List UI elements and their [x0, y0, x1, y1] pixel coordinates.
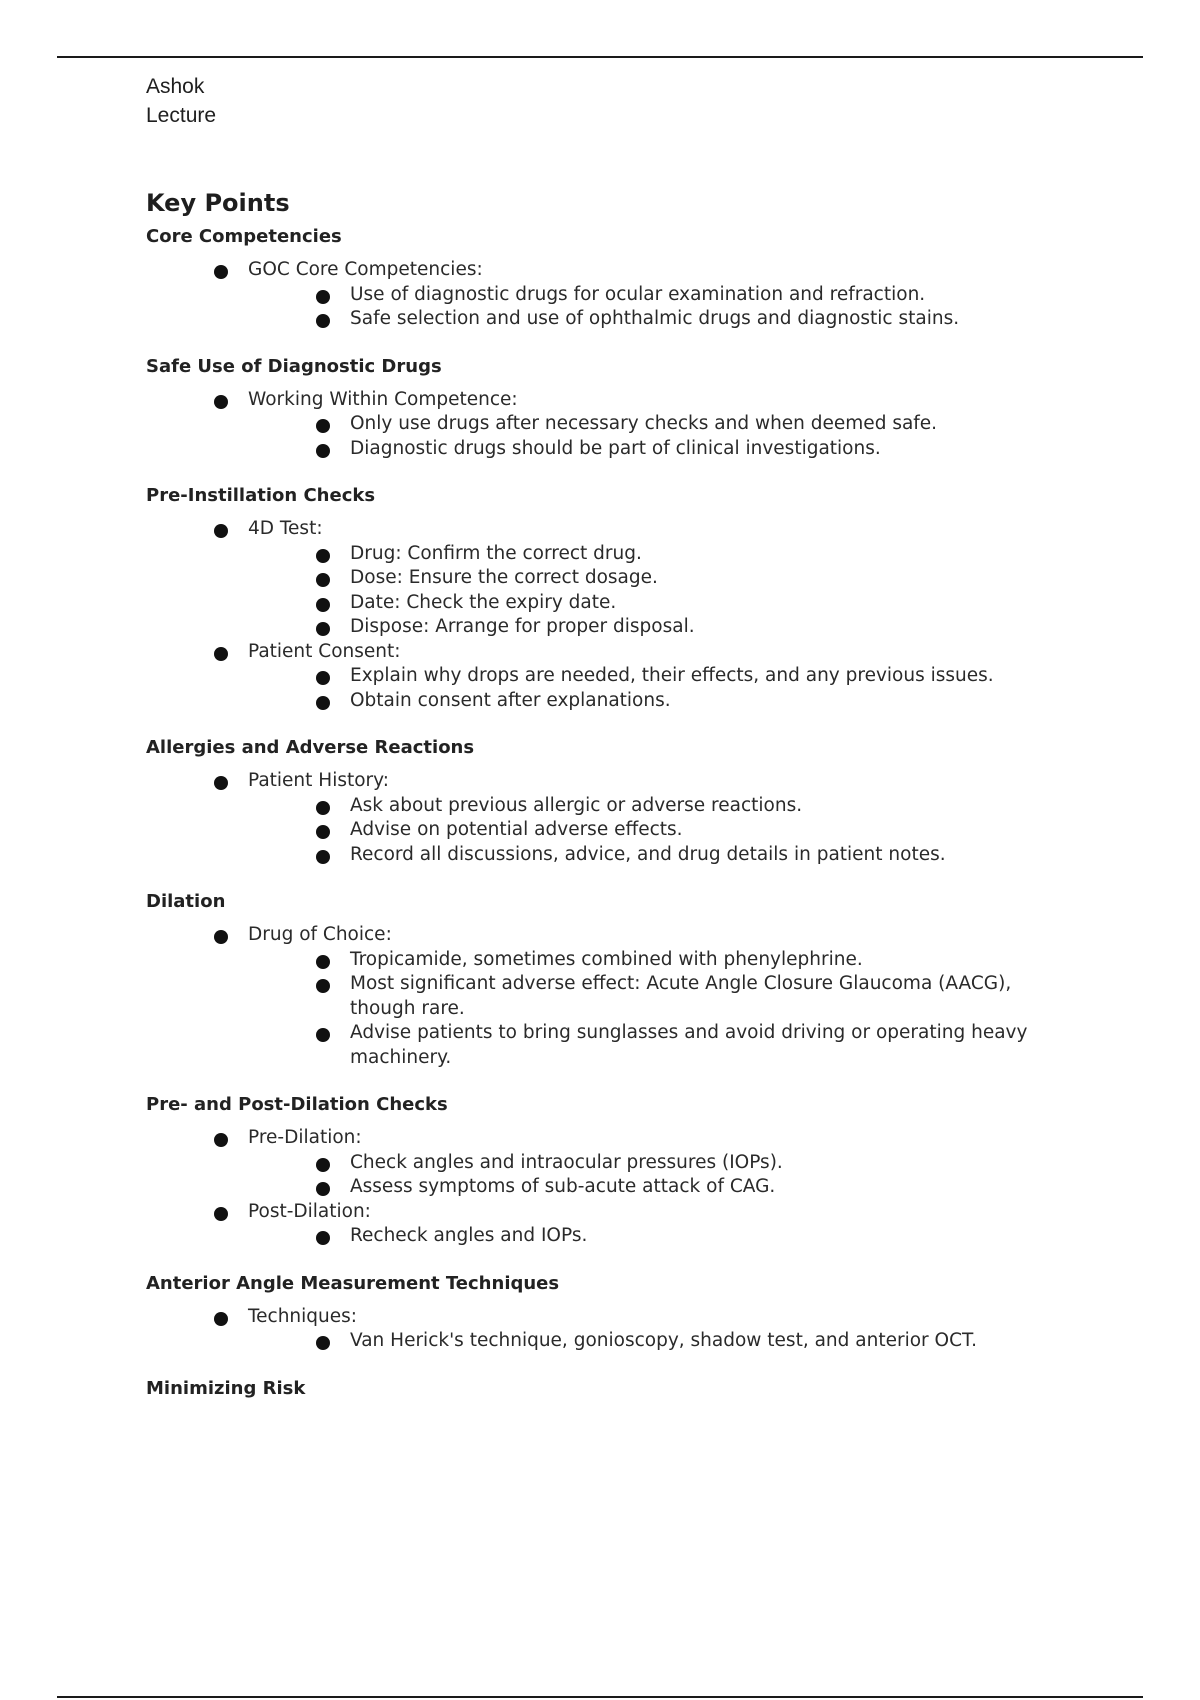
list-item	[146, 517, 1066, 640]
sub-list-item	[248, 818, 1066, 843]
sub-bullet-list	[248, 948, 1066, 1071]
sub-list-item	[248, 794, 1066, 819]
bullet-icon	[316, 1182, 330, 1196]
list-item-label: Patient Consent:	[248, 640, 401, 662]
sub-list-item-text: Safe selection and use of ophthalmic drugs and diagnostic stains.	[350, 308, 960, 329]
list-item-label: Post-Dilation:	[248, 1200, 371, 1222]
sub-list-item	[248, 972, 1066, 1021]
sub-list-item	[248, 566, 1066, 591]
bullet-icon	[316, 314, 330, 328]
bullet-list	[146, 517, 1066, 713]
sub-list-item	[248, 283, 1066, 308]
top-divider	[57, 56, 1143, 58]
list-item-label: Working Within Competence:	[248, 388, 518, 410]
sub-list-item	[248, 542, 1066, 567]
section	[146, 1376, 1066, 1402]
list-item-label: 4D Test:	[248, 518, 323, 539]
list-item-label: GOC Core Competencies:	[248, 259, 483, 280]
document-subtitle: Lecture	[146, 104, 217, 127]
bullet-icon	[214, 776, 228, 790]
bullet-icon	[214, 1133, 228, 1147]
section-heading: Pre- and Post-Dilation Checks	[146, 1094, 448, 1115]
sub-list-item-text: Recheck angles and IOPs.	[350, 1225, 588, 1246]
sub-list-item	[248, 948, 1066, 973]
sub-list-item-text: Van Herick's technique, gonioscopy, shadow test, and anterior OCT.	[350, 1330, 977, 1351]
page-title: Key Points	[146, 189, 290, 217]
sub-list-item-text: Record all discussions, advice, and drug details in patient notes.	[350, 843, 946, 865]
bullet-icon	[214, 395, 228, 409]
section	[146, 889, 1066, 1070]
sub-list-item-text: Diagnostic drugs should be part of clinical investigations.	[350, 437, 881, 459]
sub-list-item	[248, 615, 1066, 640]
bullet-icon	[214, 1207, 228, 1221]
bullet-icon	[214, 930, 228, 944]
list-item	[146, 769, 1066, 867]
sub-list-item-text: Check angles and intraocular pressures (IOPs).	[350, 1151, 783, 1173]
sub-list-item-text: Dose: Ensure the correct dosage.	[350, 567, 658, 588]
list-item	[146, 923, 1066, 1070]
sub-bullet-list	[248, 664, 1066, 713]
sub-list-item-text: Dispose: Arrange for proper disposal.	[350, 616, 695, 637]
bottom-divider	[57, 1696, 1143, 1698]
bullet-list	[146, 923, 1066, 1070]
bullet-icon	[316, 1158, 330, 1172]
section-heading: Minimizing Risk	[146, 1377, 306, 1399]
sub-bullet-list	[248, 1224, 1066, 1249]
bullet-icon	[316, 671, 330, 685]
section	[146, 1092, 1066, 1249]
section	[146, 735, 1066, 867]
bullet-icon	[316, 825, 330, 839]
sections-container	[146, 224, 1066, 1402]
list-item	[146, 640, 1066, 714]
sub-list-item-text: Tropicamide, sometimes combined with phenylephrine.	[350, 948, 863, 970]
bullet-icon	[316, 979, 330, 993]
sub-list-item-text: Explain why drops are needed, their effects, and any previous issues.	[350, 665, 994, 686]
section-heading: Core Competencies	[146, 226, 342, 247]
list-item	[146, 388, 1066, 462]
bullet-icon	[316, 444, 330, 458]
bullet-icon	[214, 524, 228, 538]
list-item-label: Pre-Dilation:	[248, 1127, 362, 1148]
document-header	[146, 72, 216, 130]
bullet-icon	[316, 850, 330, 864]
document-body	[146, 186, 1066, 1424]
section-heading: Allergies and Adverse Reactions	[146, 737, 475, 758]
section	[146, 224, 1066, 332]
section	[146, 483, 1066, 713]
bullet-icon	[214, 647, 228, 661]
sub-list-item-text: Assess symptoms of sub-acute attack of CAG.	[350, 1176, 776, 1197]
section	[146, 1271, 1066, 1354]
sub-list-item-text: Advise patients to bring sunglasses and avoid driving or operating heavy machinery.	[350, 1022, 1028, 1068]
bullet-icon	[316, 1028, 330, 1042]
sub-list-item-text: Only use drugs after necessary checks and when deemed safe.	[350, 413, 938, 434]
sub-list-item-text: Drug: Confirm the correct drug.	[350, 542, 642, 564]
list-item	[146, 1200, 1066, 1249]
sub-bullet-list	[248, 1329, 1066, 1354]
bullet-icon	[316, 955, 330, 969]
bullet-icon	[214, 1312, 228, 1326]
bullet-icon	[316, 573, 330, 587]
list-item	[146, 258, 1066, 332]
list-item	[146, 1126, 1066, 1200]
bullet-icon	[316, 549, 330, 563]
sub-list-item	[248, 1151, 1066, 1176]
sub-list-item	[248, 689, 1066, 714]
bullet-list	[146, 769, 1066, 867]
sub-bullet-list	[248, 412, 1066, 461]
bullet-icon	[316, 290, 330, 304]
bullet-icon	[316, 696, 330, 710]
bullet-list	[146, 258, 1066, 332]
sub-list-item-text: Advise on potential adverse effects.	[350, 819, 683, 840]
sub-list-item-text: Obtain consent after explanations.	[350, 689, 671, 711]
list-item-label: Techniques:	[248, 1305, 358, 1327]
sub-bullet-list	[248, 542, 1066, 640]
bullet-list	[146, 1126, 1066, 1249]
section	[146, 354, 1066, 462]
bullet-icon	[316, 598, 330, 612]
bullet-list	[146, 1305, 1066, 1354]
sub-bullet-list	[248, 794, 1066, 868]
sub-list-item	[248, 591, 1066, 616]
sub-list-item	[248, 1329, 1066, 1354]
sub-list-item	[248, 412, 1066, 437]
bullet-icon	[316, 622, 330, 636]
sub-list-item	[248, 1021, 1066, 1070]
sub-list-item	[248, 664, 1066, 689]
section-heading: Dilation	[146, 891, 226, 912]
list-item-label: Drug of Choice:	[248, 924, 392, 945]
sub-list-item-text: Date: Check the expiry date.	[350, 591, 617, 613]
sub-list-item	[248, 1224, 1066, 1249]
sub-list-item	[248, 307, 1066, 332]
bullet-icon	[316, 419, 330, 433]
bullet-icon	[316, 1336, 330, 1350]
section-heading: Safe Use of Diagnostic Drugs	[146, 355, 442, 377]
bullet-icon	[316, 801, 330, 815]
list-item-label: Patient History:	[248, 770, 389, 791]
sub-bullet-list	[248, 1151, 1066, 1200]
sub-list-item-text: Ask about previous allergic or adverse reactions.	[350, 794, 803, 816]
author-name: Ashok	[146, 75, 205, 98]
section-heading: Anterior Angle Measurement Techniques	[146, 1272, 560, 1294]
sub-list-item	[248, 437, 1066, 462]
sub-bullet-list	[248, 283, 1066, 332]
bullet-list	[146, 388, 1066, 462]
section-heading: Pre-Instillation Checks	[146, 485, 376, 506]
list-item	[146, 1305, 1066, 1354]
sub-list-item-text: Most significant adverse effect: Acute Angle Closure Glaucoma (AACG), though rare.	[350, 973, 1012, 1019]
bullet-icon	[214, 265, 228, 279]
sub-list-item	[248, 1175, 1066, 1200]
bullet-icon	[316, 1231, 330, 1245]
sub-list-item	[248, 843, 1066, 868]
sub-list-item-text: Use of diagnostic drugs for ocular examination and refraction.	[350, 283, 926, 305]
